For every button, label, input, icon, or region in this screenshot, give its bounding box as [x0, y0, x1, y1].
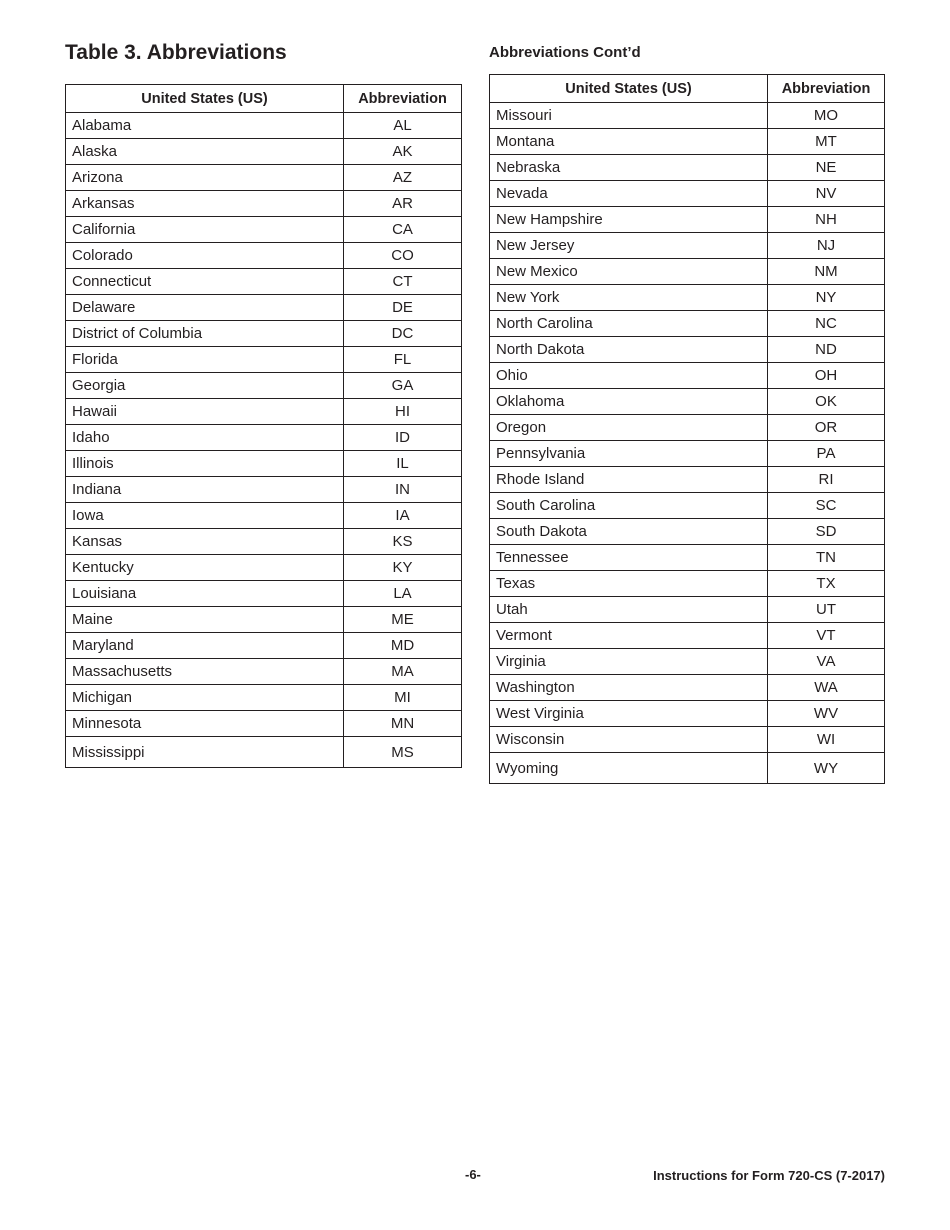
- state-name-cell: Minnesota: [66, 711, 344, 737]
- table-row: [490, 207, 885, 233]
- state-name-cell: North Carolina: [490, 311, 768, 337]
- state-name-cell: Vermont: [490, 623, 768, 649]
- state-name-cell: Idaho: [66, 425, 344, 451]
- abbreviation-cell: ND: [768, 337, 885, 363]
- abbreviation-cell: CT: [344, 269, 462, 295]
- abbreviation-cell: AL: [344, 113, 462, 139]
- table-row: [66, 165, 462, 191]
- state-name-cell: New Hampshire: [490, 207, 768, 233]
- state-name-cell: Ohio: [490, 363, 768, 389]
- footer-form-title: Instructions for Form 720-CS (7-2017): [653, 1168, 885, 1183]
- state-name-cell: Virginia: [490, 649, 768, 675]
- table-row: [66, 451, 462, 477]
- state-name-cell: Rhode Island: [490, 467, 768, 493]
- page-number: -6-: [465, 1167, 481, 1182]
- state-name-cell: New Mexico: [490, 259, 768, 285]
- abbreviation-cell: MS: [344, 737, 462, 768]
- state-name-cell: Maryland: [66, 633, 344, 659]
- state-name-cell: Delaware: [66, 295, 344, 321]
- table-row: [490, 311, 885, 337]
- continued-table-title: Abbreviations Cont’d: [489, 44, 641, 61]
- state-name-cell: North Dakota: [490, 337, 768, 363]
- table-row: [490, 753, 885, 784]
- state-name-cell: Indiana: [66, 477, 344, 503]
- table-header-row: [490, 75, 885, 103]
- state-name-cell: Florida: [66, 347, 344, 373]
- state-name-cell: Alabama: [66, 113, 344, 139]
- abbreviation-cell: NY: [768, 285, 885, 311]
- table-row: [490, 337, 885, 363]
- state-name-cell: Louisiana: [66, 581, 344, 607]
- table-row: [66, 399, 462, 425]
- abbreviation-cell: MT: [768, 129, 885, 155]
- abbreviation-cell: DE: [344, 295, 462, 321]
- table-row: [66, 477, 462, 503]
- table-row: [66, 295, 462, 321]
- column-header-state: United States (US): [66, 85, 344, 113]
- abbreviation-cell: IL: [344, 451, 462, 477]
- abbreviation-cell: IN: [344, 477, 462, 503]
- abbreviation-cell: CO: [344, 243, 462, 269]
- abbreviation-cell: VT: [768, 623, 885, 649]
- abbreviations-table: [65, 84, 462, 768]
- state-name-cell: Kentucky: [66, 555, 344, 581]
- abbreviation-cell: OR: [768, 415, 885, 441]
- table-row: [66, 373, 462, 399]
- abbreviation-cell: MN: [344, 711, 462, 737]
- table-row: [490, 727, 885, 753]
- abbreviation-cell: WY: [768, 753, 885, 784]
- abbreviation-cell: IA: [344, 503, 462, 529]
- table-row: [66, 659, 462, 685]
- table-row: [66, 633, 462, 659]
- state-name-cell: Mississippi: [66, 737, 344, 768]
- state-name-cell: Washington: [490, 675, 768, 701]
- state-name-cell: South Dakota: [490, 519, 768, 545]
- state-name-cell: Colorado: [66, 243, 344, 269]
- table-row: [490, 519, 885, 545]
- state-name-cell: Utah: [490, 597, 768, 623]
- abbreviation-cell: NE: [768, 155, 885, 181]
- abbreviation-cell: NH: [768, 207, 885, 233]
- table-row: [66, 139, 462, 165]
- table-row: [490, 259, 885, 285]
- table-row: [490, 701, 885, 727]
- abbreviation-cell: ME: [344, 607, 462, 633]
- abbreviation-cell: WV: [768, 701, 885, 727]
- abbreviation-cell: FL: [344, 347, 462, 373]
- state-name-cell: Wyoming: [490, 753, 768, 784]
- column-header-abbreviation: Abbreviation: [768, 75, 885, 103]
- table-row: [490, 545, 885, 571]
- state-name-cell: Arizona: [66, 165, 344, 191]
- abbreviation-cell: LA: [344, 581, 462, 607]
- state-name-cell: Nevada: [490, 181, 768, 207]
- table-row: [490, 623, 885, 649]
- table-row: [66, 191, 462, 217]
- abbreviation-cell: WI: [768, 727, 885, 753]
- state-name-cell: Pennsylvania: [490, 441, 768, 467]
- state-name-cell: District of Columbia: [66, 321, 344, 347]
- table-row: [490, 389, 885, 415]
- abbreviation-cell: ID: [344, 425, 462, 451]
- abbreviation-cell: OH: [768, 363, 885, 389]
- abbreviation-cell: GA: [344, 373, 462, 399]
- table-row: [490, 649, 885, 675]
- state-name-cell: Connecticut: [66, 269, 344, 295]
- abbreviation-cell: WA: [768, 675, 885, 701]
- state-name-cell: Georgia: [66, 373, 344, 399]
- table-row: [66, 503, 462, 529]
- abbreviation-cell: MD: [344, 633, 462, 659]
- table-row: [490, 103, 885, 129]
- abbreviation-cell: VA: [768, 649, 885, 675]
- state-name-cell: Oregon: [490, 415, 768, 441]
- abbreviation-cell: DC: [344, 321, 462, 347]
- abbreviation-cell: NC: [768, 311, 885, 337]
- column-header-abbreviation: Abbreviation: [344, 85, 462, 113]
- table-title: Table 3. Abbreviations: [65, 41, 287, 64]
- table-row: [66, 581, 462, 607]
- table-row: [490, 571, 885, 597]
- table-header-row: [66, 85, 462, 113]
- table-row: [490, 493, 885, 519]
- table-row: [490, 675, 885, 701]
- table-row: [66, 607, 462, 633]
- state-name-cell: Montana: [490, 129, 768, 155]
- abbreviation-cell: AR: [344, 191, 462, 217]
- table-row: [66, 555, 462, 581]
- abbreviation-cell: TN: [768, 545, 885, 571]
- abbreviation-cell: KY: [344, 555, 462, 581]
- state-name-cell: Kansas: [66, 529, 344, 555]
- table-row: [66, 243, 462, 269]
- state-name-cell: Texas: [490, 571, 768, 597]
- state-name-cell: Oklahoma: [490, 389, 768, 415]
- state-name-cell: Michigan: [66, 685, 344, 711]
- abbreviation-cell: MO: [768, 103, 885, 129]
- table-row: [66, 321, 462, 347]
- table-row: [490, 285, 885, 311]
- state-name-cell: Arkansas: [66, 191, 344, 217]
- state-name-cell: Massachusetts: [66, 659, 344, 685]
- state-name-cell: California: [66, 217, 344, 243]
- state-name-cell: Missouri: [490, 103, 768, 129]
- table-row: [490, 441, 885, 467]
- abbreviation-cell: RI: [768, 467, 885, 493]
- table-row: [490, 181, 885, 207]
- abbreviation-cell: SD: [768, 519, 885, 545]
- state-name-cell: Nebraska: [490, 155, 768, 181]
- abbreviation-cell: AK: [344, 139, 462, 165]
- table-row: [490, 597, 885, 623]
- abbreviation-cell: OK: [768, 389, 885, 415]
- state-name-cell: Alaska: [66, 139, 344, 165]
- table-row: [66, 347, 462, 373]
- table-row: [66, 269, 462, 295]
- table-row: [490, 415, 885, 441]
- abbreviations-continued-table: [489, 74, 885, 784]
- table-row: [66, 737, 462, 768]
- table-row: [66, 217, 462, 243]
- abbreviation-cell: HI: [344, 399, 462, 425]
- table-row: [490, 155, 885, 181]
- abbreviation-cell: MI: [344, 685, 462, 711]
- column-header-state: United States (US): [490, 75, 768, 103]
- abbreviation-cell: SC: [768, 493, 885, 519]
- table-row: [490, 129, 885, 155]
- table-row: [66, 685, 462, 711]
- table-row: [490, 467, 885, 493]
- state-name-cell: Maine: [66, 607, 344, 633]
- state-name-cell: New York: [490, 285, 768, 311]
- abbreviation-cell: NM: [768, 259, 885, 285]
- abbreviation-cell: KS: [344, 529, 462, 555]
- table-row: [66, 711, 462, 737]
- table-row: [490, 233, 885, 259]
- table-row: [66, 529, 462, 555]
- state-name-cell: Wisconsin: [490, 727, 768, 753]
- abbreviation-cell: NV: [768, 181, 885, 207]
- state-name-cell: New Jersey: [490, 233, 768, 259]
- abbreviation-cell: MA: [344, 659, 462, 685]
- state-name-cell: Illinois: [66, 451, 344, 477]
- abbreviation-cell: TX: [768, 571, 885, 597]
- table-row: [66, 113, 462, 139]
- state-name-cell: Hawaii: [66, 399, 344, 425]
- abbreviation-cell: AZ: [344, 165, 462, 191]
- abbreviation-cell: UT: [768, 597, 885, 623]
- abbreviation-cell: NJ: [768, 233, 885, 259]
- state-name-cell: South Carolina: [490, 493, 768, 519]
- state-name-cell: Tennessee: [490, 545, 768, 571]
- abbreviation-cell: PA: [768, 441, 885, 467]
- table-row: [66, 425, 462, 451]
- abbreviation-cell: CA: [344, 217, 462, 243]
- state-name-cell: Iowa: [66, 503, 344, 529]
- table-row: [490, 363, 885, 389]
- state-name-cell: West Virginia: [490, 701, 768, 727]
